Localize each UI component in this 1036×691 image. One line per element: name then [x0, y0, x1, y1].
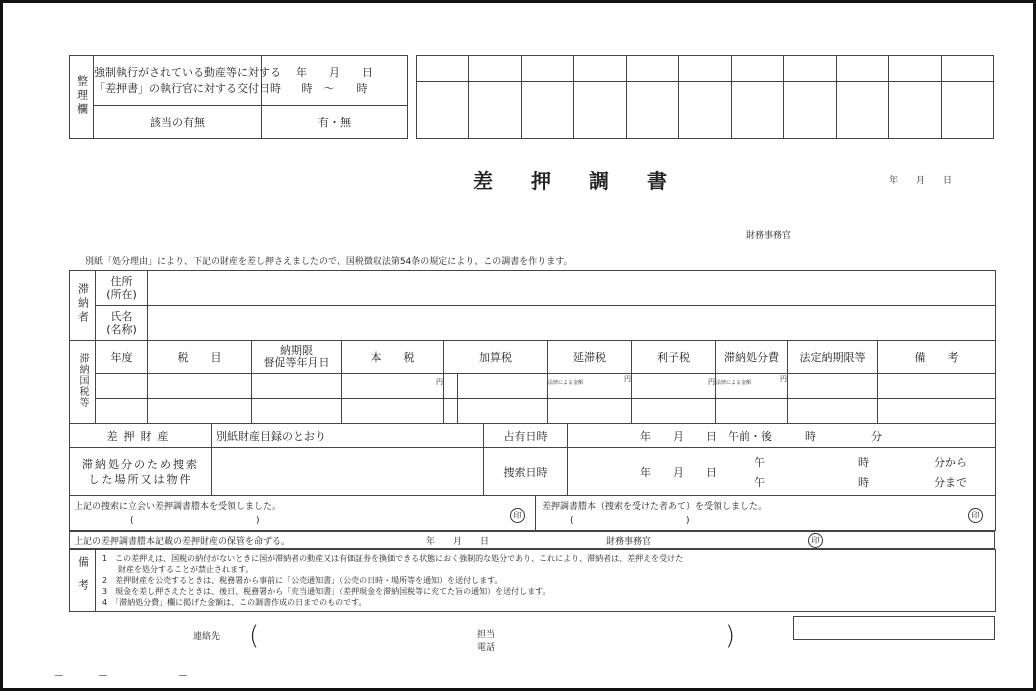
tax-cell[interactable] — [878, 374, 996, 399]
search-am-from: 午 — [754, 456, 765, 469]
custody-date: 年 月 日 — [426, 537, 490, 547]
property-table — [69, 423, 996, 496]
remark-line: 2 差押財産を公売するときは、税務署から事前に「公売通知書」（公売の日時・場所等を通知）を送付します。 — [102, 576, 503, 585]
tax-cell[interactable] — [878, 399, 996, 424]
header-additional-tax: 加算税 — [444, 341, 548, 374]
search-until: 分まで — [934, 476, 967, 489]
name-field[interactable] — [148, 306, 996, 341]
applicable-value: 有・無 — [262, 106, 408, 139]
header-item: 税 目 — [148, 341, 252, 374]
delivery-label: 強制執行がされている動産等に対する 「差押書」の執行官に対する交付日時 — [94, 56, 262, 106]
tax-cell[interactable] — [788, 374, 878, 399]
search-datetime-value[interactable] — [568, 448, 996, 496]
receipt-table — [69, 495, 996, 531]
dash-mark — [179, 675, 187, 676]
official-title: 財務事務官 — [746, 231, 792, 241]
receipt-searched[interactable] — [536, 496, 996, 531]
header-interest-tax: 利子税 — [632, 341, 716, 374]
custody-official: 財務事務官 — [606, 537, 652, 547]
search-hour-until: 時 — [858, 476, 869, 489]
tax-cell[interactable]: 円 — [632, 374, 716, 399]
search-label: 滞納処分のため捜索 した場所又は物件 — [70, 448, 212, 496]
possession-label: 占有日時 — [484, 424, 568, 448]
intro-text: 別紙「処分理由」により、下記の財産を差し押さえましたので、国税徴収法第54条の規定により、この調書を作ります。 — [85, 257, 573, 267]
tax-cell[interactable] — [632, 399, 716, 424]
contact-paren-close: ) — [725, 621, 736, 651]
dash-mark — [99, 675, 107, 676]
header-remarks: 備 考 — [878, 341, 996, 374]
tax-cell[interactable] — [444, 374, 458, 399]
remark-line: 4 「滞納処分費」欄に掲げた金額は、この調書作成の日までのものです。 — [102, 598, 367, 607]
issue-date: 年 月 日 — [889, 176, 953, 186]
possession-value[interactable]: 年 月 日 午前・後 時 分 — [568, 424, 996, 448]
receipt-witness[interactable] — [70, 496, 536, 531]
remark-line: 1 この差押えは、国税の納付がないときに国が滞納者の動産又は有価証券を換価できる状態におく強制的な処分であり、これにより、滞納者は、差押えを受けた — [102, 554, 684, 563]
remarks-content — [96, 550, 996, 612]
receipt-searched-text: 差押調書謄本（捜索を受けた者あて）を受領しました。 — [542, 502, 768, 512]
document-title: 差押調書 — [473, 169, 705, 193]
header-delinquent-tax: 延滞税 — [548, 341, 632, 374]
searched-seal: 印 — [968, 508, 983, 523]
stamp-box[interactable] — [793, 616, 995, 640]
contact-person: 担当 — [477, 630, 496, 640]
search-ymd: 年 月 日 — [640, 466, 717, 479]
applicable-label: 該当の有無 — [94, 106, 262, 139]
delivery-datetime: 年 月 日 時 ～ 時 — [262, 56, 408, 106]
property-label: 差押財産 — [70, 424, 212, 448]
tax-cell[interactable] — [458, 374, 548, 399]
tax-cell[interactable]: 円 — [342, 374, 444, 399]
custody-table — [69, 531, 995, 549]
tax-section-label: 滞納国税等 — [70, 341, 96, 424]
witness-paren-close: ) — [256, 516, 260, 526]
tax-cell[interactable] — [148, 374, 252, 399]
tax-cell[interactable] — [458, 399, 548, 424]
seiri-label: 整理欄 — [70, 56, 94, 139]
search-datetime-label: 捜索日時 — [484, 448, 568, 496]
tax-cell[interactable] — [444, 399, 458, 424]
remarks-label: 備考 — [70, 550, 96, 612]
name-label: 氏名 (名称) — [96, 306, 148, 341]
remarks-table — [69, 549, 996, 612]
dash-mark — [55, 675, 63, 676]
tax-cell[interactable] — [252, 399, 342, 424]
search-hour-from: 時 — [858, 456, 869, 469]
custody-text: 上記の差押調書謄本記載の差押財産の保管を命ずる。 — [74, 537, 291, 547]
tax-cell[interactable] — [342, 399, 444, 424]
remark-line: 3 現金を差し押さえたときは、後日、税務署から「充当通知書」（差押現金を滞納国税等に充てた旨の通知）を送付します。 — [102, 587, 551, 596]
contact-phone: 電話 — [477, 643, 496, 653]
blank-grid — [416, 55, 994, 139]
searched-paren-open: ( — [570, 516, 574, 526]
address-field[interactable] — [148, 271, 996, 306]
contact-label: 連絡先 — [193, 632, 221, 642]
search-from: 分から — [934, 456, 967, 469]
search-place-field[interactable] — [212, 448, 484, 496]
tax-cell[interactable]: 法律による金額 円 — [716, 374, 788, 399]
witness-paren-open: ( — [130, 516, 134, 526]
header-deadline: 納期限 督促等年月日 — [252, 341, 342, 374]
receipt-witness-text: 上記の捜索に立会い差押調書謄本を受領しました。 — [74, 502, 282, 512]
contact-paren-open: ( — [249, 621, 260, 651]
tax-cell[interactable] — [548, 399, 632, 424]
tax-cell[interactable]: 法律による金額 円 — [548, 374, 632, 399]
header-year: 年度 — [96, 341, 148, 374]
searched-paren-close: ) — [686, 516, 690, 526]
header-legal-deadline: 法定納期限等 — [788, 341, 878, 374]
seiri-table — [69, 55, 408, 139]
tax-cell[interactable] — [252, 374, 342, 399]
tax-cell[interactable] — [96, 399, 148, 424]
witness-seal: 印 — [510, 508, 525, 523]
main-table — [69, 270, 996, 424]
taxpayer-label: 滞納者 — [70, 271, 96, 341]
custody-row[interactable] — [70, 532, 995, 549]
tax-cell[interactable] — [96, 374, 148, 399]
address-label: 住所 (所在) — [96, 271, 148, 306]
search-am-until: 午 — [754, 476, 765, 489]
custody-seal: 印 — [808, 533, 823, 548]
tax-cell[interactable] — [788, 399, 878, 424]
header-main-tax: 本 税 — [342, 341, 444, 374]
remark-line: 財産を処分することが禁止されます。 — [102, 565, 254, 574]
tax-cell[interactable] — [148, 399, 252, 424]
property-value: 別紙財産目録のとおり — [212, 424, 484, 448]
header-fee: 滞納処分費 — [716, 341, 788, 374]
tax-cell[interactable] — [716, 399, 788, 424]
